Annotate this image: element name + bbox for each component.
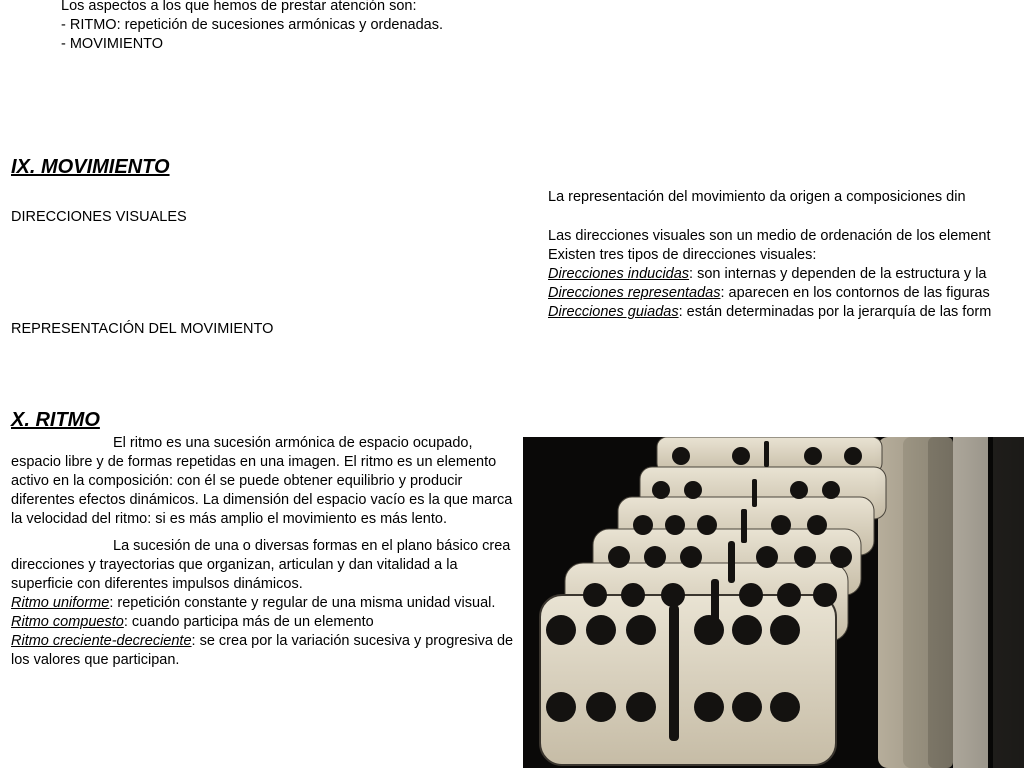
term: Ritmo uniforme: [11, 595, 110, 611]
section-title-ritmo: X. RITMO: [11, 409, 100, 431]
list-item: [11, 613, 521, 632]
intro-line: Los aspectos a los que hemos de prestar atención son:: [61, 0, 417, 14]
representacion-heading: REPRESENTACIÓN DEL MOVIMIENTO: [11, 321, 274, 337]
definition: : se crea por la variación sucesiva y progresiva de los valores que participan.: [11, 633, 514, 668]
list-item: [548, 284, 1024, 303]
ritmo-text: [11, 434, 521, 670]
text-line: La representación del movimiento da origen a composiciones din: [548, 189, 966, 205]
list-item: [548, 303, 1024, 322]
list-item: [11, 594, 521, 613]
intro-line: - RITMO: repetición de sucesiones armónicas y ordenadas.: [61, 17, 444, 33]
paragraph-text: La sucesión de una o diversas formas en el plano básico crea direcciones y trayectorias que organizan, articulan y dan vitalidad a la superficie con diferentes impulsos dinámicos.: [11, 538, 511, 592]
intro-block: [61, 0, 443, 54]
intro-line: - MOVIMIENTO: [61, 36, 164, 52]
text-line: Las direcciones visuales son un medio de ordenación de los element: [548, 228, 991, 244]
definition: : aparecen en los contornos de las figuras: [720, 285, 990, 301]
paragraph-text: El ritmo es una sucesión armónica de espacio ocupado, espacio libre y de formas repetidas en una imagen. El ritmo es un elemento activo en la composición: con él se puede obtener equilibrio y producir diferentes efectos dinámicos. La dimensión del espacio vacío es la que marca la velocidad del ritmo: si es más amplio el movimiento es más lento.: [11, 435, 513, 527]
section-title-movimiento: IX. MOVIMIENTO: [11, 156, 170, 178]
list-item: [11, 632, 521, 670]
paragraph: [11, 434, 521, 529]
term: Direcciones inducidas: [548, 266, 690, 282]
dominoes-image: [523, 437, 1024, 768]
definition: : repetición constante y regular de una misma unidad visual.: [109, 595, 496, 611]
term: Ritmo creciente-decreciente: [11, 633, 192, 649]
direcciones-heading: DIRECCIONES VISUALES: [11, 209, 187, 225]
text-line: Existen tres tipos de direcciones visuales:: [548, 247, 817, 263]
term: Direcciones guiadas: [548, 304, 679, 320]
term: Direcciones representadas: [548, 285, 721, 301]
definition: : cuando participa más de un elemento: [123, 614, 374, 630]
list-item: [548, 265, 1024, 284]
definition: : están determinadas por la jerarquía de las form: [678, 304, 992, 320]
term: Ritmo compuesto: [11, 614, 124, 630]
movimiento-text-column: [548, 188, 1024, 322]
dominoes-photo: [523, 437, 1024, 768]
paragraph: [11, 537, 521, 594]
definition: : son internas y dependen de la estructura y la: [689, 266, 987, 282]
